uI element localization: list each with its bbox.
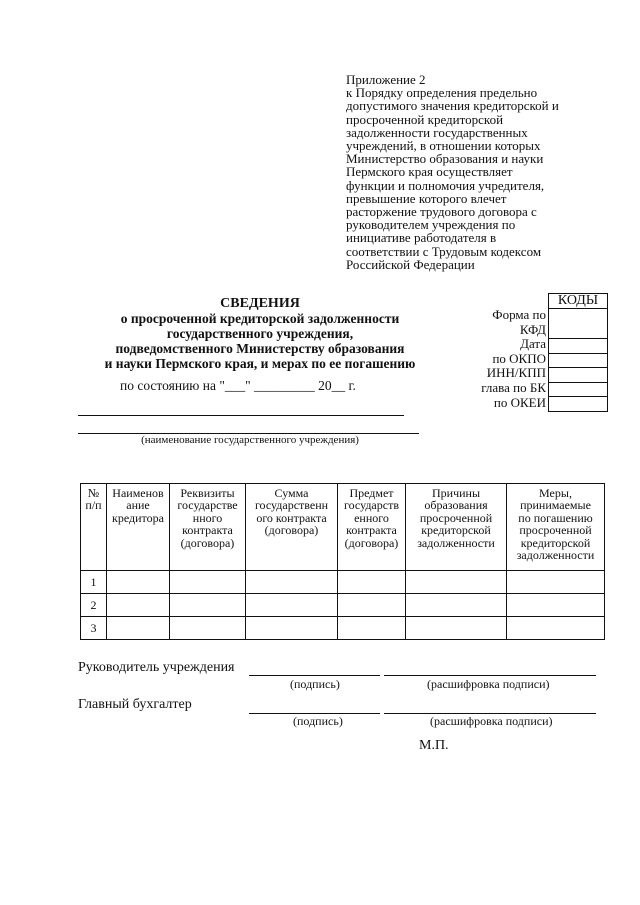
title-heading: СВЕДЕНИЯ bbox=[220, 296, 300, 311]
table-cell[interactable] bbox=[246, 617, 338, 640]
row-number: 3 bbox=[81, 617, 107, 640]
col-header-contract-amount: Сумма государственн ого контракта (договора) bbox=[246, 484, 338, 571]
table-cell[interactable] bbox=[338, 594, 406, 617]
table-cell[interactable] bbox=[338, 571, 406, 594]
code-label: ИНН/КПП bbox=[486, 365, 546, 381]
institution-line-1[interactable] bbox=[78, 415, 404, 416]
table-cell[interactable] bbox=[107, 617, 170, 640]
appendix-line: функции и полномочия учредителя, bbox=[346, 177, 545, 193]
col-header-reasons: Причины образования просроченной кредиторской задолженности bbox=[406, 484, 507, 571]
table-row bbox=[81, 594, 605, 617]
col-header-num: № п/п bbox=[81, 484, 107, 571]
table-cell[interactable] bbox=[406, 617, 507, 640]
appendix-line: соответствии с Трудовым кодексом bbox=[346, 243, 542, 259]
appendix-line: просроченной кредиторской bbox=[346, 111, 504, 127]
table-header-row bbox=[81, 484, 605, 571]
code-label: Форма по bbox=[492, 307, 546, 322]
table-cell[interactable] bbox=[507, 594, 605, 617]
table-cell[interactable] bbox=[507, 617, 605, 640]
institution-caption: (наименование государственного учреждения) bbox=[141, 434, 359, 446]
accountant-label: Главный бухгалтер bbox=[78, 697, 192, 712]
accountant-sign-caption: (подпись) bbox=[293, 714, 343, 728]
title-line: о просроченной кредиторской задолженности bbox=[120, 311, 400, 326]
table-cell[interactable] bbox=[246, 571, 338, 594]
appendix-line: расторжение трудового договора с bbox=[346, 204, 537, 220]
title-line: и науки Пермского края, и мерах по ее погашению bbox=[104, 356, 416, 371]
debt-table bbox=[80, 483, 605, 640]
head-sign-line[interactable] bbox=[249, 675, 380, 676]
codes-labels bbox=[440, 308, 546, 410]
title-line: государственного учреждения, bbox=[166, 326, 354, 341]
codes-table bbox=[548, 293, 608, 412]
appendix-line: к Порядку определения предельно bbox=[346, 85, 538, 101]
col-header-contract-subject: Предмет государств енного контракта (договора) bbox=[338, 484, 406, 571]
table-cell[interactable] bbox=[338, 617, 406, 640]
code-label: глава по БК bbox=[481, 379, 546, 395]
stamp-place: М.П. bbox=[419, 738, 449, 753]
code-cell-bk[interactable] bbox=[549, 383, 607, 398]
appendix-line: задолженности государственных bbox=[346, 124, 528, 140]
col-header-contract-details: Реквизиты государстве нного контракта (договора) bbox=[170, 484, 246, 571]
appendix-line: Российской Федерации bbox=[346, 256, 475, 272]
code-label: по ОКЕИ bbox=[493, 394, 546, 410]
head-label: Руководитель учреждения bbox=[78, 660, 235, 675]
appendix-header bbox=[346, 73, 616, 271]
table-row bbox=[81, 571, 605, 594]
appendix-line: допустимого значения кредиторской и bbox=[346, 98, 559, 114]
table-cell[interactable] bbox=[107, 571, 170, 594]
table-cell[interactable] bbox=[170, 617, 246, 640]
appendix-line: учреждений, в отношении которых bbox=[346, 138, 541, 154]
appendix-line: руководителем учреждения по bbox=[346, 217, 516, 233]
row-number: 1 bbox=[81, 571, 107, 594]
appendix-line: инициативе работодателя в bbox=[346, 230, 497, 246]
title-line: подведомственного Министерству образования bbox=[115, 341, 405, 356]
col-header-measures: Меры, принимаемые по погашению просроченной кредиторской задолженности bbox=[507, 484, 605, 571]
table-cell[interactable] bbox=[406, 594, 507, 617]
code-label: по ОКПО bbox=[492, 350, 546, 366]
row-number: 2 bbox=[81, 594, 107, 617]
codes-header: КОДЫ bbox=[549, 294, 607, 309]
appendix-line: Пермского края осуществляет bbox=[346, 164, 513, 180]
appendix-line: Приложение 2 bbox=[346, 72, 426, 87]
table-cell[interactable] bbox=[406, 571, 507, 594]
accountant-decode-caption: (расшифровка подписи) bbox=[430, 714, 553, 728]
document-title bbox=[70, 296, 450, 371]
table-cell[interactable] bbox=[170, 571, 246, 594]
table-cell[interactable] bbox=[246, 594, 338, 617]
code-label: КФД bbox=[519, 321, 546, 337]
head-decode-line[interactable] bbox=[384, 675, 596, 676]
table-cell[interactable] bbox=[170, 594, 246, 617]
code-cell-date[interactable] bbox=[549, 339, 607, 354]
table-cell[interactable] bbox=[507, 571, 605, 594]
appendix-line: Министерство образования и науки bbox=[346, 151, 544, 167]
code-label: Дата bbox=[520, 336, 546, 352]
appendix-line: превышение которого влечет bbox=[346, 190, 507, 206]
head-decode-caption: (расшифровка подписи) bbox=[427, 677, 550, 691]
code-cell-inn[interactable] bbox=[549, 368, 607, 383]
table-row bbox=[81, 617, 605, 640]
table-cell[interactable] bbox=[107, 594, 170, 617]
as-of-date: по состоянию на "___" _________ 20__ г. bbox=[120, 378, 356, 393]
head-sign-caption: (подпись) bbox=[290, 677, 340, 691]
col-header-creditor: Наименов ание кредитора bbox=[107, 484, 170, 571]
code-cell-okei[interactable] bbox=[549, 397, 607, 411]
code-cell-form[interactable] bbox=[549, 309, 607, 339]
code-cell-okpo[interactable] bbox=[549, 354, 607, 369]
